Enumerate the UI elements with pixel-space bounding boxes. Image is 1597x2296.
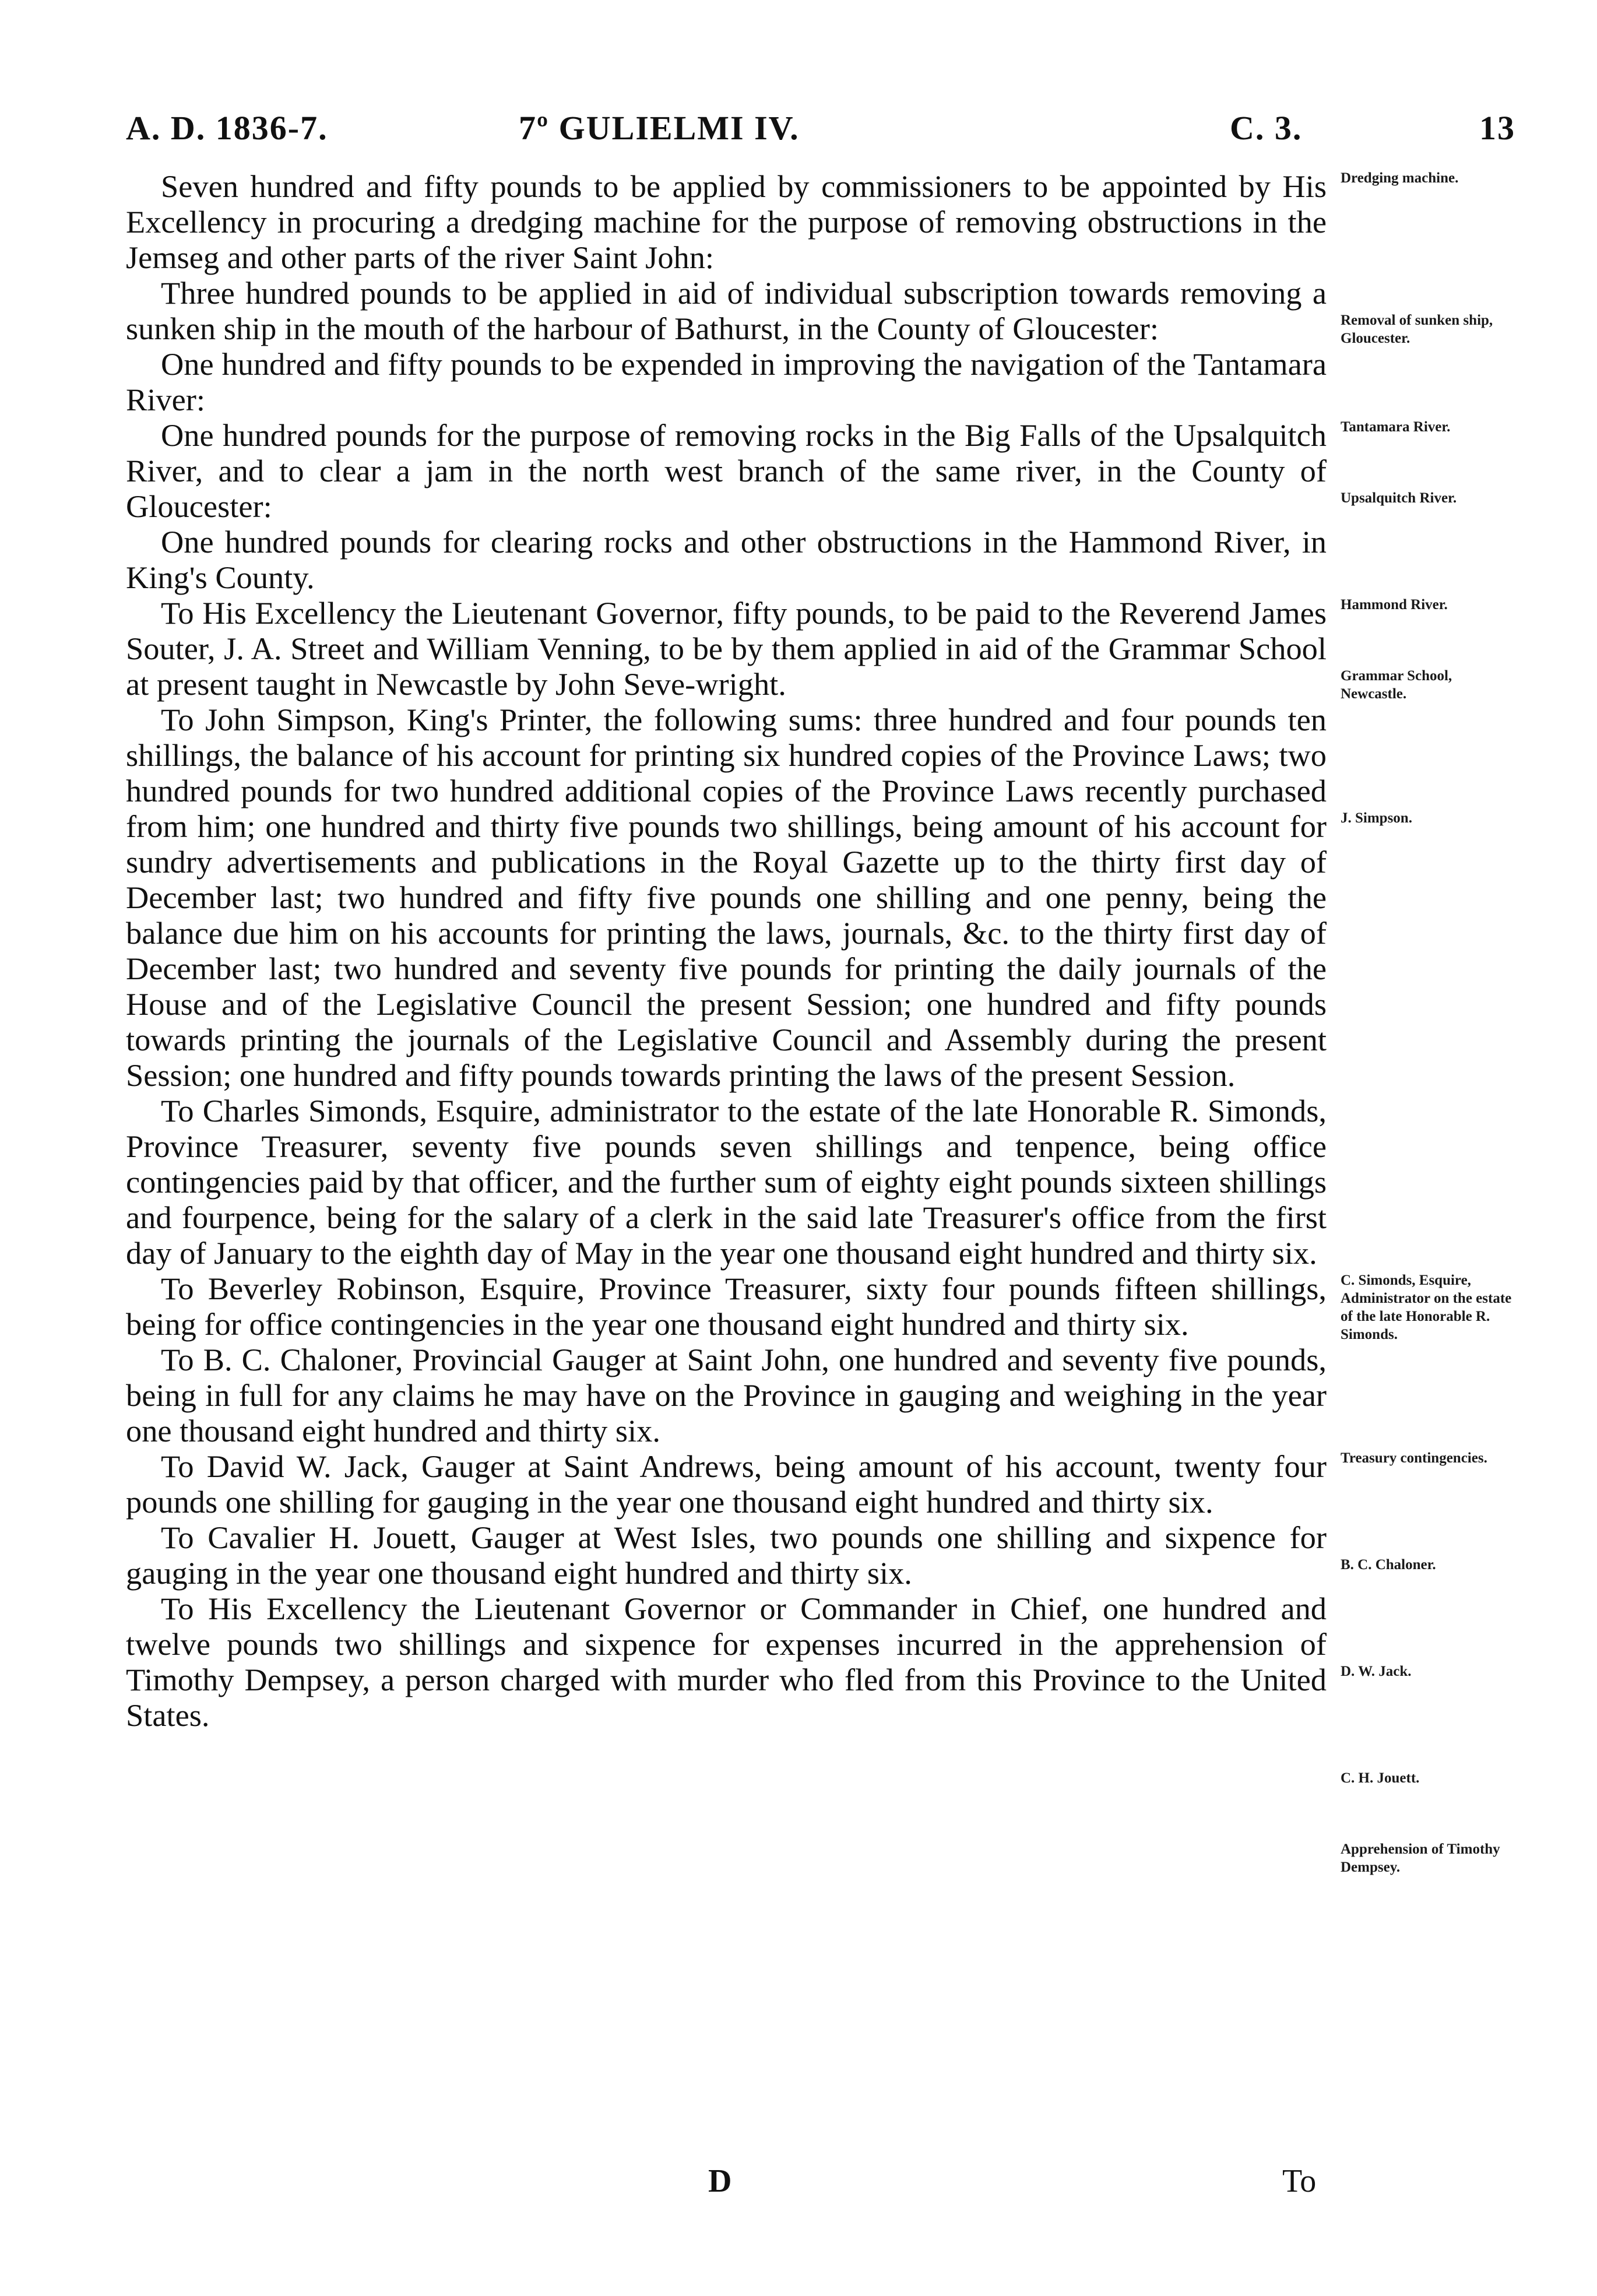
header-year: A. D. 1836-7. bbox=[126, 109, 328, 147]
margin-note-grammar-school: Grammar School, Newcastle. bbox=[1341, 668, 1452, 702]
header-chapter: C. 3. bbox=[1230, 109, 1303, 147]
header-reign: 7º GULIELMI IV. bbox=[519, 109, 800, 147]
margin-note-sunken-ship: Removal of sunken ship, Gloucester. bbox=[1341, 312, 1493, 346]
margin-note-simonds: C. Simonds, Esquire, Administrator on the estate of the late Honorable R. Simonds. bbox=[1341, 1272, 1512, 1342]
paragraph-john-simpson: To John Simpson, King's Printer, the following sums: three hundred and four pounds ten shillings, the balance of his account for printing six hundred copies of the Province Laws; two hundred pounds for two hundred additional copies of the Province Laws recently purchased from him; one hundred and thirty five pounds two shillings, being amount of his account for sundry advertisements and publications in the Royal Gazette up to the thirty first day of December last; two hundred and fifty five pounds one shilling and one penny, being the balance due him on his accounts for printing the laws, journals, &c. to the thirty first day of December last; two hundred and seventy five pounds for printing the daily journals of the House and of the Legislative Council the present Session; one hundred and fifty pounds towards printing the journals of the Legislative Council and Assembly during the present Session; one hundred and fifty pounds towards printing the laws of the present Session. bbox=[126, 702, 1327, 1093]
paragraph-grammar-school: To His Excellency the Lieutenant Governor, fifty pounds, to be paid to the Reverend James Souter, J. A. Street and William Venning, to be by them applied in aid of the Grammar School at present taught in Newcastle by John Seve-wright. bbox=[126, 596, 1327, 702]
paragraph-beverley-robinson: To Beverley Robinson, Esquire, Province Treasurer, sixty four pounds fifteen shillings, being for office contingencies in the year one thousand eight hundred and thirty six. bbox=[126, 1271, 1327, 1342]
paragraph-chaloner: To B. C. Chaloner, Provincial Gauger at Saint John, one hundred and seventy five pounds, being in full for any claims he may have on the Province in gauging and weighing in the year one thousand eight hundred and thirty six. bbox=[126, 1342, 1327, 1448]
paragraph-david-jack: To David W. Jack, Gauger at Saint Andrews, being amount of his account, twenty four pounds one shilling for gauging in the year one thousand eight hundred and thirty six. bbox=[126, 1449, 1327, 1520]
body-text bbox=[126, 169, 1327, 1734]
margin-note-simpson: J. Simpson. bbox=[1341, 810, 1412, 826]
margin-note-jouett: C. H. Jouett. bbox=[1341, 1770, 1420, 1786]
paragraph-charles-simonds: To Charles Simonds, Esquire, administrator to the estate of the late Honorable R. Simonds, Province Treasurer, seventy five pounds seven shillings and tenpence, being office contingencies paid by that officer, and the further sum of eighty eight pounds sixteen shillings and fourpence, being for the salary of a clerk in the said late Treasurer's office from the first day of January to the eighth day of May in the year one thousand eight hundred and thirty six. bbox=[126, 1093, 1327, 1271]
header-page-number: 13 bbox=[1479, 109, 1515, 147]
signature-mark: D bbox=[708, 2163, 732, 2199]
paragraph-jouett: To Cavalier H. Jouett, Gauger at West Isles, two pounds one shilling and sixpence for gauging in the year one thousand eight hundred and thirty six. bbox=[126, 1520, 1327, 1591]
margin-note-chaloner: B. C. Chaloner. bbox=[1341, 1557, 1436, 1573]
paragraph-hammond-river: One hundred pounds for clearing rocks and other obstructions in the Hammond River, in King's County. bbox=[126, 525, 1327, 595]
catchword: To bbox=[1282, 2163, 1317, 2199]
margin-note-jack: D. W. Jack. bbox=[1341, 1664, 1412, 1679]
paragraph-dempsey: To His Excellency the Lieutenant Governor or Commander in Chief, one hundred and twelve pounds two shillings and sixpence for expenses incurred in the apprehension of Timothy Dempsey, a person charged with murder who fled from this Province to the United States. bbox=[126, 1591, 1327, 1733]
paragraph-sunken-ship: Three hundred pounds to be applied in aid of individual subscription towards removing a sunken ship in the mouth of the harbour of Bathurst, in the County of Gloucester: bbox=[126, 276, 1327, 346]
margin-note-dempsey: Apprehension of Timothy Dempsey. bbox=[1341, 1841, 1500, 1875]
paragraph-tantamara-river: One hundred and fifty pounds to be expended in improving the navigation of the Tantamara River: bbox=[126, 347, 1327, 417]
margin-note-treasury: Treasury contingencies. bbox=[1341, 1450, 1487, 1466]
paragraph-dredging-machine: Seven hundred and fifty pounds to be applied by commissioners to be appointed by His Excellency in procuring a dredging machine for the purpose of removing obstructions in the Jemseg and other parts of the river Saint John: bbox=[126, 169, 1327, 275]
margin-note-dredging: Dredging machine. bbox=[1341, 170, 1459, 186]
margin-note-tantamara: Tantamara River. bbox=[1341, 419, 1451, 435]
paragraph-upsalquitch-river: One hundred pounds for the purpose of removing rocks in the Big Falls of the Upsalquitch River, and to clear a jam in the north west branch of the same river, in the County of Gloucester: bbox=[126, 418, 1327, 524]
margin-note-hammond: Hammond River. bbox=[1341, 597, 1448, 613]
margin-note-upsalquitch: Upsalquitch River. bbox=[1341, 490, 1457, 506]
